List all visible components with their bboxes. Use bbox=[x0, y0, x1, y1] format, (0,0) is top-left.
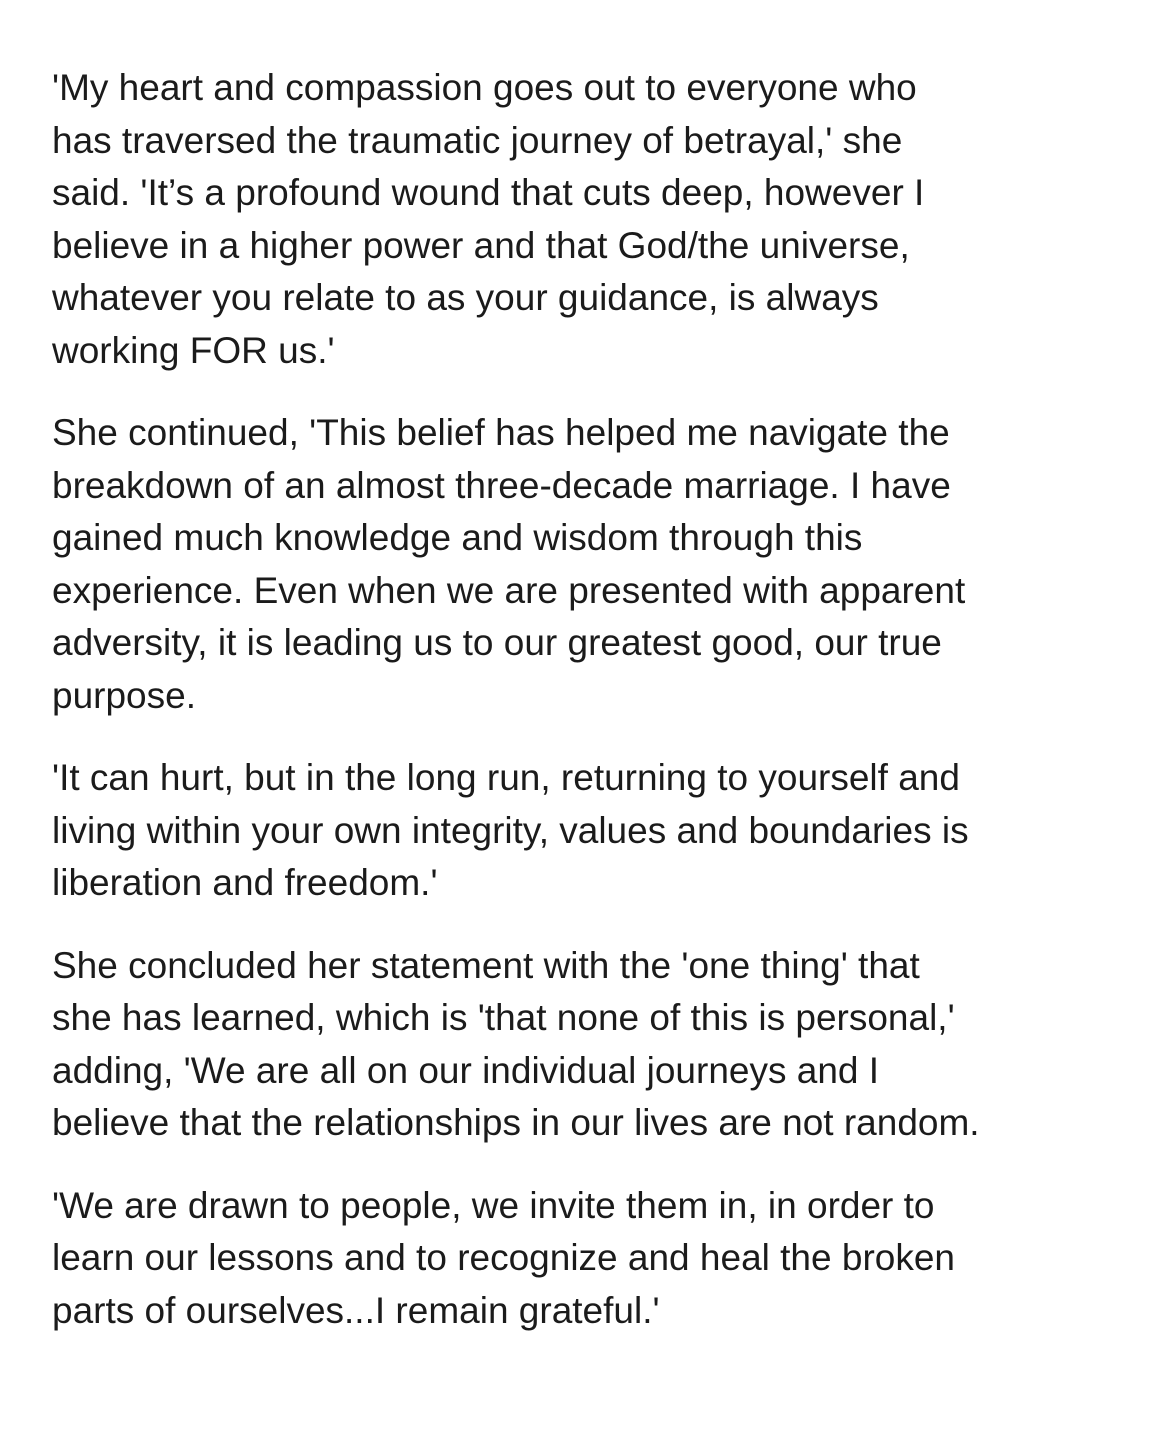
paragraph-4: She concluded her statement with the 'one thing' that she has learned, which is 'that none of this is personal,' adding, 'We are all on our individual journeys and I believe that the relationships in our lives are not random. bbox=[52, 944, 980, 1143]
article-body bbox=[52, 62, 1142, 1367]
paragraph-1: 'My heart and compassion goes out to everyone who has traversed the traumatic journey of betrayal,' she said. 'It’s a profound wound that cuts deep, however I believe in a higher power and that God/the universe, whatever you relate to as your guidance, is always working FOR us.' bbox=[52, 67, 925, 371]
paragraph-3: 'It can hurt, but in the long run, returning to yourself and living within your own integrity, values and boundaries is liberation and freedom.' bbox=[52, 757, 969, 903]
paragraph-2: She continued, 'This belief has helped me navigate the breakdown of an almost three-decade marriage. I have gained much knowledge and wisdom through this experience. Even when we are presented with apparent adversity, it is leading us to our greatest good, our true purpose. bbox=[52, 412, 966, 716]
paragraph-5: 'We are drawn to people, we invite them in, in order to learn our lessons and to recognize and heal the broken parts of ourselves...I remain grateful.' bbox=[52, 1184, 955, 1331]
